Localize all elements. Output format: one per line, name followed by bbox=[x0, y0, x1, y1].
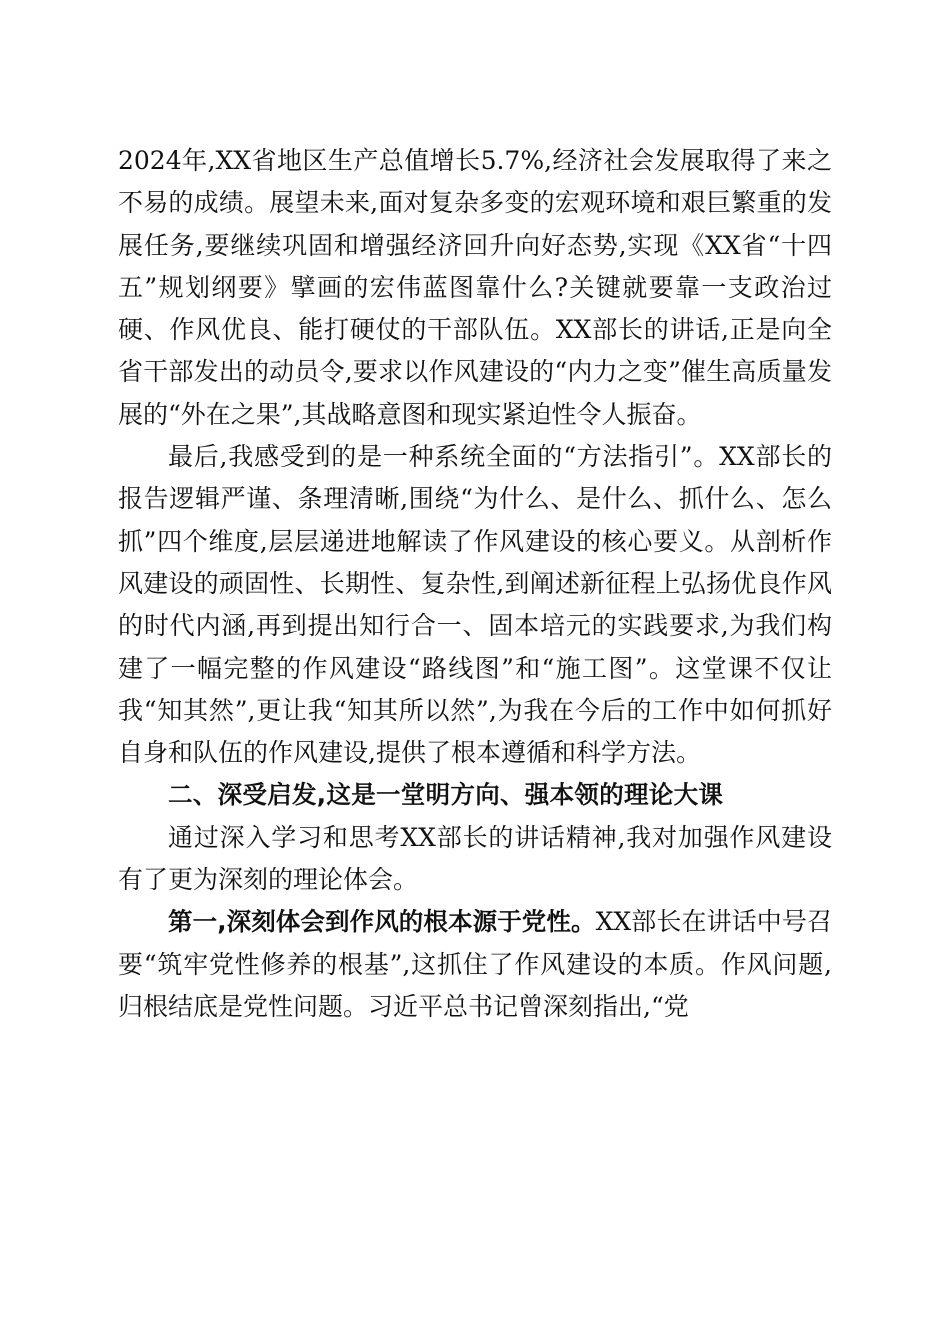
paragraph-text: XX部长在讲话中号召要“筑牢党性修养的根基”,这抓住了作风建设的本质。作风问题,归根结底是党性问题。习近平总书记曾深刻指出,“党 bbox=[118, 907, 832, 1021]
paragraph-text: 2024年,XX省地区生产总值增长5.7%,经济社会发展取得了来之不易的成绩。展望未来,面对复杂多变的宏观环境和艰巨繁重的发展任务,要继续巩固和增强经济回升向好态势,实现《XX省“十四五”规划纲要》擘画的宏伟蓝图靠什么?关键就要靠一支政治过硬、作风优良、能打硬仗的干部队伍。XX部长的讲话,正是向全省干部发出的动员令,要求以作风建设的“内力之变”催生高质量发展的“外在之果”,其战略意图和现实紧迫性令人振奋。 bbox=[118, 146, 832, 429]
document-body bbox=[118, 140, 832, 1028]
section-heading-2 bbox=[118, 774, 832, 816]
paragraph-text: 通过深入学习和思考XX部长的讲话精神,我对加强作风建设有了更为深刻的理论体会。 bbox=[118, 822, 832, 895]
heading-text: 二、深受启发,这是一堂明方向、强本领的理论大课 bbox=[168, 780, 724, 810]
paragraph-economic-outlook bbox=[118, 140, 832, 436]
paragraph-method-guidance bbox=[118, 436, 832, 774]
paragraph-lead-sentence: 第一,深刻体会到作风的根本源于党性。 bbox=[168, 907, 596, 937]
paragraph-theory-intro bbox=[118, 817, 832, 902]
paragraph-text: 最后,我感受到的是一种系统全面的“方法指引”。XX部长的报告逻辑严谨、条理清晰,围绕“为什么、是什么、抓什么、怎么抓”四个维度,层层递进地解读了作风建设的核心要义。从剖析作风建设的顽固性、长期性、复杂性,到阐述新征程上弘扬优良作风的时代内涵,再到提出知行合一、固本培元的实践要求,为我们构建了一幅完整的作风建设“路线图”和“施工图”。这堂课不仅让我“知其然”,更让我“知其所以然”,为我在今后的工作中如何抓好自身和队伍的作风建设,提供了根本遵循和科学方法。 bbox=[118, 442, 832, 768]
paragraph-party-spirit bbox=[118, 901, 832, 1028]
